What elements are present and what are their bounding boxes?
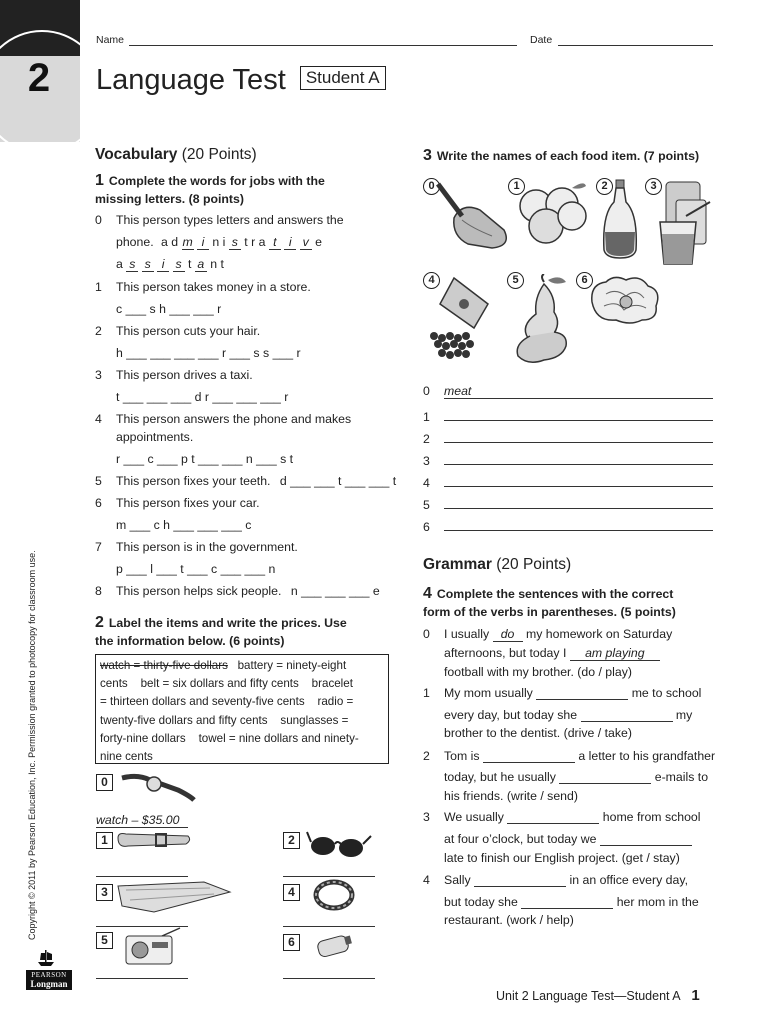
vocabulary-heading: Vocabulary (20 Points) bbox=[95, 146, 257, 163]
bracelet-icon bbox=[312, 878, 356, 912]
date-label: Date bbox=[530, 34, 553, 46]
ex4-q0-line2: afternoons, but today I am playing bbox=[444, 646, 660, 661]
food-answer-0: 0 meat bbox=[423, 384, 713, 399]
ex4-q3-line3: late to finish our English project. (get / stay) bbox=[444, 851, 680, 865]
ex1-item-3: 3 This person drives a taxi. bbox=[95, 368, 253, 382]
towel-icon bbox=[114, 878, 234, 916]
ex1-item-4-pattern[interactable]: r ___ c ___ p t ___ ___ n ___ s t bbox=[116, 452, 294, 466]
exercise-2-instruction: 2 Label the items and write the prices. Use the information below. (6 points) bbox=[95, 614, 347, 648]
ex4-q1-line3: brother to the dentist. (drive / take) bbox=[444, 726, 632, 740]
ex4-q4-line3: restaurant. (work / help) bbox=[444, 913, 574, 927]
belt-icon bbox=[116, 828, 194, 856]
item-label-3: 3 bbox=[96, 884, 113, 901]
peaches-icon bbox=[514, 178, 590, 248]
footer bbox=[496, 987, 700, 1004]
ex1-item-0-answer-line2: a s s i s t a n t bbox=[116, 257, 224, 271]
exercise-3-instruction: 3 Write the names of each food item. (7 points) bbox=[423, 147, 700, 164]
ex4-q4-blank2[interactable] bbox=[521, 895, 613, 909]
name-label: Name bbox=[96, 34, 125, 46]
student-box: Student A bbox=[300, 66, 386, 90]
food-label-4: 4 bbox=[423, 272, 440, 289]
meat-icon bbox=[432, 180, 512, 252]
ex1-item-6-pattern[interactable]: m ___ c h ___ ___ ___ c bbox=[116, 518, 252, 532]
item-label-1: 1 bbox=[96, 832, 113, 849]
ex1-item-2: 2 This person cuts your hair. bbox=[95, 324, 261, 338]
answer-line-6[interactable] bbox=[283, 978, 375, 979]
page-number: 1 bbox=[691, 987, 700, 1004]
food-label-2: 2 bbox=[596, 178, 613, 195]
ex1-item-3-pattern[interactable]: t ___ ___ ___ d r ___ ___ ___ r bbox=[116, 390, 289, 404]
ex1-item-7-pattern[interactable]: p ___ l ___ t ___ c ___ ___ n bbox=[116, 562, 276, 576]
answer-line-4[interactable] bbox=[283, 926, 375, 927]
ex4-q2-line3: his friends. (write / send) bbox=[444, 789, 578, 803]
name-field[interactable] bbox=[96, 34, 517, 46]
lettuce-icon bbox=[586, 274, 662, 326]
exercise-4-instruction: 4 Complete the sentences with the correct form of the verbs in parentheses. (5 points) bbox=[423, 585, 676, 619]
unit-banner bbox=[0, 0, 80, 142]
food-answer-2[interactable]: 2 bbox=[423, 428, 713, 446]
ex4-q2-line2: today, but he usually e-mails to bbox=[444, 770, 709, 784]
footer-text: Unit 2 Language Test—Student A bbox=[496, 989, 680, 1003]
page-title: Language Test Student A bbox=[96, 64, 386, 97]
food-answer-1[interactable]: 1 bbox=[423, 406, 713, 424]
food-label-3: 3 bbox=[645, 178, 662, 195]
food-answer-4[interactable]: 4 bbox=[423, 472, 713, 490]
food-answer-6[interactable]: 6 bbox=[423, 516, 713, 534]
item-label-5: 5 bbox=[96, 932, 113, 949]
ex4-q3-line1: 3 We usually home from school bbox=[423, 810, 701, 824]
example-answer: watch – $35.00 bbox=[96, 813, 188, 828]
sunglasses-icon bbox=[305, 826, 373, 860]
ex4-q1-blank1[interactable] bbox=[536, 686, 628, 700]
ex1-item-1: 1 This person takes money in a store. bbox=[95, 280, 311, 294]
ex4-q3-blank2[interactable] bbox=[600, 832, 692, 846]
item-label-2: 2 bbox=[283, 832, 300, 849]
food-label-6: 6 bbox=[576, 272, 593, 289]
ex4-q2-line1: 2 Tom is a letter to his grandfather bbox=[423, 749, 716, 763]
ex4-q2-blank2[interactable] bbox=[559, 770, 651, 784]
food-label-0: 0 bbox=[423, 178, 440, 195]
drinks-icon bbox=[656, 178, 716, 268]
ex4-q3-line2: at four o’clock, but today we bbox=[444, 832, 692, 846]
ex1-item-8: 8 This person helps sick people. n ___ ___ ___ e bbox=[95, 584, 380, 598]
ship-icon bbox=[36, 948, 56, 968]
ex1-item-1-pattern[interactable]: c ___ s h ___ ___ r bbox=[116, 302, 222, 316]
ex1-item-5: 5 This person fixes your teeth. d ___ ___ t ___ ___ t bbox=[95, 474, 397, 488]
struck-item: watch = thirty-five dollars bbox=[100, 659, 228, 672]
oil-bottle-icon bbox=[598, 178, 642, 262]
item-label-6: 6 bbox=[283, 934, 300, 951]
item-label-4: 4 bbox=[283, 884, 300, 901]
grammar-heading: Grammar (20 Points) bbox=[423, 556, 572, 573]
food-answer-3[interactable]: 3 bbox=[423, 450, 713, 468]
ex4-q2-blank1[interactable] bbox=[483, 749, 575, 763]
ex1-item-4-clue2: appointments. bbox=[116, 430, 194, 444]
ex4-q3-blank1[interactable] bbox=[507, 810, 599, 824]
unit-number: 2 bbox=[27, 56, 51, 100]
ex1-item-0-answer-line1: phone. a d m i n i s t r a t i v e bbox=[116, 235, 322, 249]
ex4-q4-blank1[interactable] bbox=[474, 873, 566, 887]
ex1-item-0: 0 This person types letters and answers the bbox=[95, 213, 344, 227]
ex4-q0-line3: football with my brother. (do / play) bbox=[444, 665, 632, 679]
ex4-q4-line2: but today she her mom in the bbox=[444, 895, 699, 909]
ex1-item-8-pattern[interactable]: n ___ ___ ___ e bbox=[290, 584, 380, 598]
watch-icon bbox=[118, 770, 198, 806]
copyright-text: Copyright © 2011 by Pearson Education, Inc. Permission granted to photocopy for classroom use. bbox=[27, 550, 37, 940]
item-label-0: 0 bbox=[96, 774, 113, 791]
exercise-1-instruction: 1 Complete the words for jobs with the missing letters. (8 points) bbox=[95, 172, 325, 206]
ex4-q1-line2: every day, but today she my bbox=[444, 708, 693, 722]
beans-icon bbox=[424, 274, 498, 362]
food-label-1: 1 bbox=[508, 178, 525, 195]
battery-icon bbox=[312, 930, 356, 962]
ex1-item-5-pattern[interactable]: d ___ ___ t ___ ___ t bbox=[279, 474, 397, 488]
food-answer-5[interactable]: 5 bbox=[423, 494, 713, 512]
answer-line-1[interactable] bbox=[96, 876, 188, 877]
pearson-logo: PEARSON Longman bbox=[26, 948, 72, 990]
ex4-q4-line1: 4 Sally in an office every day, bbox=[423, 873, 688, 887]
ex4-q0-line1: 0 I usually do my homework on Saturday bbox=[423, 627, 673, 641]
ex1-item-7: 7 This person is in the government. bbox=[95, 540, 298, 554]
pears-icon bbox=[510, 274, 576, 366]
answer-line-2[interactable] bbox=[283, 876, 375, 877]
ex1-item-6: 6 This person fixes your car. bbox=[95, 496, 260, 510]
ex4-q1-line1: 1 My mom usually me to school bbox=[423, 686, 702, 700]
date-field[interactable] bbox=[530, 34, 713, 46]
word-box: watch = thirty-five dollars battery = ninety-eight cents belt = six dollars and fifty cents bracelet = thirteen dollars and seventy-five cents radio = twenty-five dollars and fifty cents sunglasses = forty-nine dollars towel = nine dollars and ninety- nine cents bbox=[95, 654, 389, 764]
food-label-5: 5 bbox=[507, 272, 524, 289]
ex1-item-4: 4 This person answers the phone and makes bbox=[95, 412, 352, 426]
ex4-q1-blank2[interactable] bbox=[581, 708, 673, 722]
answer-line-5[interactable] bbox=[96, 978, 188, 979]
radio-icon bbox=[122, 926, 184, 966]
ex1-item-2-pattern[interactable]: h ___ ___ ___ ___ r ___ s s ___ r bbox=[116, 346, 301, 360]
